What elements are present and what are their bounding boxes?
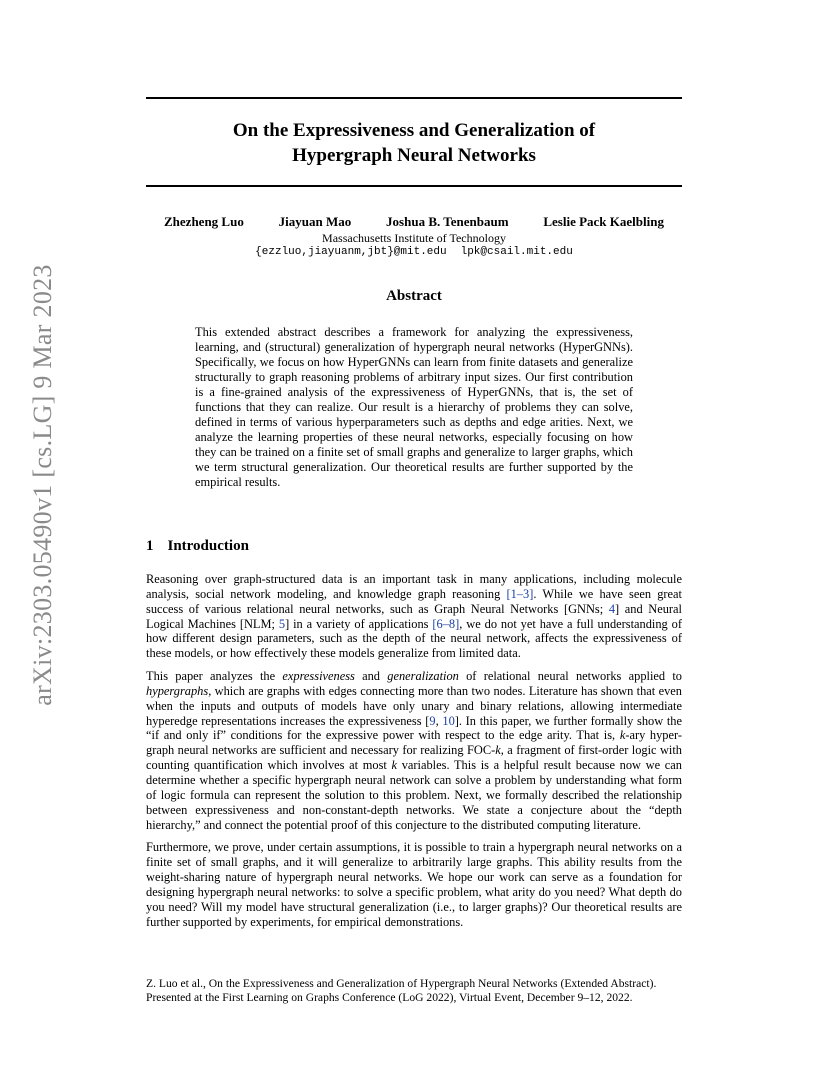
citation-link[interactable]: 5: [278, 616, 286, 631]
abstract-heading: Abstract: [386, 288, 442, 304]
author-name: Joshua B. Tenenbaum: [386, 214, 509, 229]
paper-title: [146, 118, 682, 168]
citation-link[interactable]: [6–8]: [432, 616, 460, 631]
email-address: {ezzluo,jiayuanm,jbt}@mit.edu: [255, 246, 447, 258]
emphasis: generalization: [387, 669, 459, 684]
citation-link[interactable]: [1–3]: [506, 586, 534, 601]
introduction-body: [146, 572, 682, 937]
text-run: variables. This is a helpful result because now we can determine whether a specific hypergraph neural network can solve a problem by understanding what form of logic formula can represent the solution to this problem. Next, we formally described the relationship between expressiveness and non-constant-depth networks. We state a conjecture about the “depth hierarchy,” and connect the potential proof of this conjecture to the distributed computing literature.: [146, 758, 682, 832]
citation-link[interactable]: 4: [608, 601, 616, 616]
text-run: of relational neural networks applied to: [458, 669, 682, 684]
citation-link[interactable]: 10: [442, 713, 455, 728]
title-top-rule: [146, 97, 682, 99]
footnote-line: Z. Luo et al., On the Expressiveness and Generalization of Hypergraph Neural Networks (Extended Abstract).: [146, 977, 657, 990]
author-name: Zhezheng Luo: [164, 214, 244, 229]
text-run: , which are graphs with edges connecting more than two nodes. Literature has shown that even when the inputs and outputs of models have only unary and binary relations, allowing intermediate hyperedge representations increases the expressiveness [: [146, 683, 682, 728]
math-variable: k: [619, 728, 626, 743]
text-run: -ary hyper-graph neural networks are sufficient and necessary for realizing FOC-: [146, 728, 683, 758]
author-emails: [146, 246, 682, 258]
title-line-1: On the Expressiveness and Generalization of: [232, 120, 596, 141]
emphasis: expressiveness: [282, 669, 355, 684]
section-number: 1: [146, 538, 154, 554]
footnote: [146, 977, 686, 1005]
section-title: Introduction: [167, 538, 249, 554]
email-address: lpk@csail.mit.edu: [460, 246, 573, 258]
paragraph: Furthermore, we prove, under certain assumptions, it is possible to train a hypergraph neural networks on a finite set of small graphs, and it will generalize to arbitrarily large graphs. This ability results from the weight-sharing nature of hypergraph neural networks. We hope our work can serve as a foundation for designing hypergraph neural networks: to solve a specific problem, what arity do you need? What depth do you need? Will my model have structural generalization (i.e., to larger graphs)? Our theoretical results are further supported by experiments, for empirical demonstrations.: [146, 840, 682, 929]
text-run: This paper analyzes the: [146, 669, 283, 684]
emphasis: hypergraphs: [146, 683, 209, 698]
section-heading-introduction: [146, 538, 249, 555]
affiliation: Massachusetts Institute of Technology: [322, 231, 506, 245]
paragraph: [146, 669, 682, 832]
text-run: ,: [435, 713, 443, 728]
text-run: and: [354, 669, 388, 684]
arxiv-sidebar-stamp: [18, 264, 68, 706]
author-list: [146, 214, 682, 230]
arxiv-identifier: arXiv:2303.05490v1 [cs.LG] 9 Mar 2023: [28, 264, 57, 706]
title-line-2: Hypergraph Neural Networks: [292, 145, 536, 166]
paragraph: [146, 572, 682, 661]
citation-link[interactable]: 9: [429, 713, 436, 728]
text-run: ]. In this paper, we further formally show the “if and only if” conditions for the expressive power with respect to the edge arity. That is,: [146, 713, 682, 743]
author-name: Leslie Pack Kaelbling: [543, 214, 664, 229]
math-variable: k: [495, 743, 501, 758]
footnote-line: Presented at the First Learning on Graphs Conference (LoG 2022), Virtual Event, December 9–12, 2022.: [146, 991, 633, 1004]
title-bottom-rule: [146, 185, 682, 187]
text-run: ] and Neural Logical Machines [NLM;: [146, 601, 682, 631]
text-run: , we do not yet have a full understanding of how different design parameters, such as the depth of the neural network, affects the expressiveness of these models, or how effectively these models generalize from limited data.: [146, 616, 682, 661]
author-name: Jiayuan Mao: [278, 214, 352, 229]
abstract-text: This extended abstract describes a framework for analyzing the expressiveness, learning, and (structural) generalization of hypergraph neural networks (HyperGNNs). Specifically, we focus on how HyperGNNs can learn from finite datasets and generalize structurally to graph reasoning problems of arbitrary input sizes. Our first contribution is a fine-grained analysis of the expressiveness of HyperGNNs, that is, the set of functions that they can realize. Our result is a hierarchy of problems they can solve, defined in terms of various hyperparameters such as depths and edge arities. Next, we analyze the learning properties of these neural networks, especially focusing on how they can be trained on a finite set of small graphs and generalize to larger graphs, which we term structural generalization. Our theoretical results are further supported by the empirical results.: [195, 325, 633, 489]
text-run: ] in a variety of applications: [285, 616, 433, 631]
math-variable: k: [391, 758, 398, 773]
text-run: Reasoning over graph-structured data is an important task in many applications, including molecule analysis, social network modeling, and knowledge graph reasoning: [146, 572, 682, 601]
text-run: , a fragment of first-order logic with counting quantification which involves at most: [146, 743, 682, 773]
text-run: . While we have seen great success of various relational neural networks, such as Graph Neural Networks [GNNs;: [146, 586, 683, 616]
